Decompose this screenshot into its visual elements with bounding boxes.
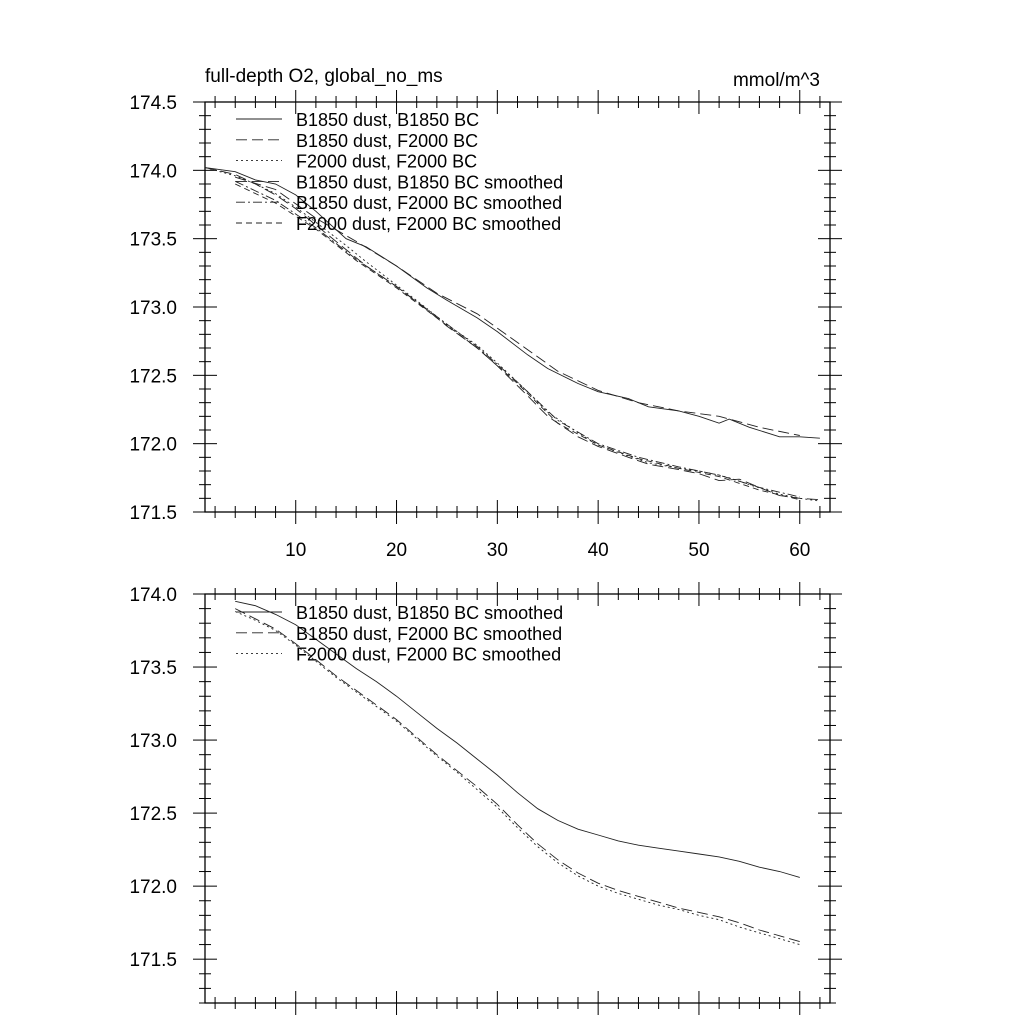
panel-2 — [129, 582, 842, 1015]
legend-label: F2000 dust, F2000 BC smoothed — [296, 214, 562, 234]
y-tick-label: 171.5 — [129, 950, 177, 972]
y-tick-label: 172.5 — [129, 366, 177, 388]
legend-label: B1850 dust, B1850 BC smoothed — [296, 603, 564, 623]
y-tick-label: 174.5 — [129, 93, 177, 114]
y-tick-label: 172.0 — [129, 434, 177, 456]
y-tick-label: 173.0 — [129, 731, 177, 753]
y-tick-label: 171.5 — [129, 503, 177, 524]
legend-label: B1850 dust, F2000 BC smoothed — [296, 193, 563, 214]
legend-label: F2000 dust, F2000 BC smoothed — [296, 644, 562, 665]
x-tick-label: 60 — [789, 540, 811, 561]
y-tick-label: 174.0 — [129, 585, 177, 606]
legend-label: F2000 dust, F2000 BC — [296, 151, 478, 172]
y-tick-label: 173.5 — [129, 658, 177, 680]
y-tick-label: 174.0 — [129, 161, 177, 183]
chart-title: full-depth O2, global_no_ms — [205, 66, 443, 87]
x-tick-label: 10 — [285, 540, 307, 561]
y-tick-label: 172.5 — [129, 804, 177, 826]
legend-label: B1850 dust, F2000 BC — [296, 130, 479, 151]
legend — [236, 603, 563, 665]
legend-label: B1850 dust, B1850 BC — [296, 110, 480, 130]
units-label: mmol/m^3 — [732, 70, 820, 91]
x-tick-label: 20 — [385, 540, 408, 561]
legend-label: B1850 dust, F2000 BC smoothed — [296, 623, 563, 644]
legend — [236, 110, 563, 234]
panel-1 — [129, 66, 842, 561]
x-tick-label: 50 — [688, 540, 710, 561]
x-tick-label: 40 — [587, 540, 609, 561]
x-tick-label: 30 — [486, 540, 508, 561]
y-tick-label: 173.0 — [129, 298, 177, 319]
y-tick-label: 172.0 — [129, 877, 177, 899]
y-tick-label: 173.5 — [129, 229, 177, 251]
legend-label: B1850 dust, B1850 BC smoothed — [296, 172, 564, 193]
